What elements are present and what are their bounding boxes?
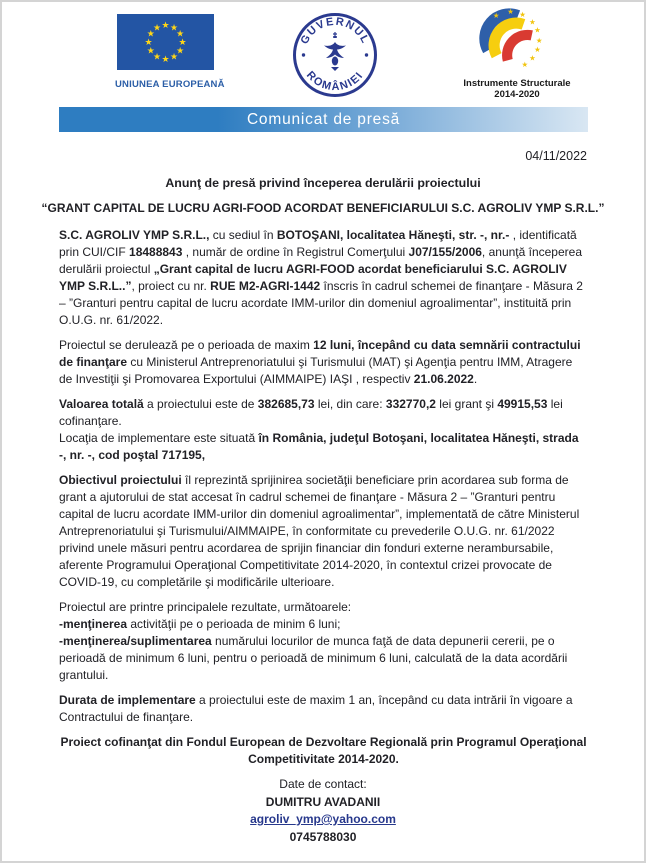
- svg-text:★: ★: [146, 28, 155, 39]
- contact-phone: 0745788030: [289, 829, 357, 844]
- press-release-banner: [59, 107, 588, 132]
- svg-text:★: ★: [529, 53, 536, 63]
- government-of-romania-seal: [292, 12, 378, 98]
- svg-text:★: ★: [169, 51, 178, 62]
- seal-text-top: GUVERNUL: [298, 15, 372, 47]
- government-seal-icon: [292, 12, 378, 98]
- company-intro-paragraph: S.C. AGROLIV YMP S.R.L., cu sediul în BOTOŞANI, localitatea Hăneşti, str. -, nr.- , identificată prin CUI/CIF 18488843 , număr de ordine în Registrul Comerţului J07/155/2006, anunţă începerea derulării proiectul „Grant capital de lucru AGRI-FOOD acordat beneficiarului S.C. AGROLIV YMP S.R.L..”, proiect cu nr. RUE M2-AGRI-1442 înscris în cadrul schemei de finanţare - Măsura 2 – ”Granturi pentru capital de lucru acordate IMM-urilor din domeniul agroalimentar”, instituită prin O.U.G. nr. 61/2022.: [59, 228, 583, 327]
- results-item-1: -menţinerea activităţii pe o perioada de minim 6 luni;: [59, 617, 341, 631]
- svg-text:★: ★: [152, 51, 161, 62]
- svg-text:★: ★: [492, 10, 500, 20]
- svg-text:★: ★: [146, 45, 155, 56]
- svg-text:★: ★: [175, 45, 184, 56]
- eu-flag-caption: UNIUNEA EUROPEANĂ: [115, 79, 225, 90]
- structural-instruments-caption: [450, 78, 584, 100]
- structural-caption-line2: 2014-2020: [494, 89, 540, 100]
- results-intro-line: Proiectul are printre principalele rezultate, următoarele:: [59, 600, 352, 614]
- header-logos: [2, 2, 644, 98]
- structural-caption-line1: Instrumente Structurale: [463, 78, 571, 89]
- eu-flag-logo: [115, 14, 225, 90]
- svg-text:★: ★: [160, 20, 170, 30]
- svg-text:★: ★: [177, 37, 187, 47]
- banner-label: Comunicat de presă: [246, 111, 401, 128]
- cofinancing-statement: Proiect cofinanţat din Fondul European de Dezvoltare Regională prin Programul Operaţional Competitivitate 2014-2020.: [60, 735, 587, 766]
- svg-text:★: ★: [535, 35, 543, 45]
- svg-text:★: ★: [534, 45, 541, 55]
- swoosh-shapes: [485, 14, 531, 60]
- contact-heading: Date de contact:: [279, 777, 367, 791]
- svg-text:★: ★: [519, 9, 526, 19]
- contact-block: [2, 776, 644, 846]
- structural-instruments-icon: [457, 8, 577, 72]
- results-item-2: -menţinerea/suplimentarea numărului locurilor de munca faţă de data depunerii cererii, pe o perioadă de minimum 6 luni, pentru o perioadă de minimum 6 luni, calculată de la data acordării grantului.: [59, 634, 568, 682]
- press-release-page: [2, 2, 644, 846]
- contact-name: DUMITRU AVADANII: [265, 794, 381, 809]
- announcement-title: Anunţ de presă privind începerea derulării proiectului: [165, 176, 481, 190]
- svg-text:★: ★: [175, 28, 184, 39]
- svg-text:★: ★: [534, 25, 541, 35]
- svg-text:★: ★: [529, 17, 536, 27]
- seal-text-bottom: ROMÂNIEI: [303, 69, 367, 94]
- document-date: 04/11/2022: [525, 149, 587, 163]
- svg-text:★: ★: [521, 59, 529, 69]
- svg-text:★: ★: [507, 8, 514, 17]
- svg-text:★: ★: [143, 37, 153, 47]
- svg-text:★: ★: [152, 22, 161, 33]
- total-value-paragraph: Valoarea totală a proiectului este de 382685,73 lei, din care: 332770,2 lei grant şi 49915,53 lei cofinanţare.: [59, 397, 563, 428]
- contact-email-link[interactable]: agroliv_ymp@yahoo.com: [250, 812, 396, 826]
- structural-instruments-logo: [450, 8, 584, 100]
- duration-contract-paragraph: Proiectul se derulează pe o perioada de maxim 12 luni, începând cu data semnării contractului de finanţare cu Ministerul Antreprenoriatului şi Turismului (MAT) şi Agenţia pentru IMM, Atragere de Investiţii şi Promovarea Exportului (AIMMAIPE) IAŞI , respectiv 21.06.2022.: [59, 338, 581, 386]
- implementation-location-paragraph: Locaţia de implementare este situată în România, judeţul Botoşani, localitatea Hăneşti, strada -, nr. -, cod poştal 717195,: [59, 431, 579, 462]
- svg-text:★: ★: [169, 22, 178, 33]
- objective-paragraph: Obiectivul proiectului îl reprezintă sprijinirea societăţii beneficiare prin acordarea sub forma de grant a ajutorului de stat accesat în cadrul schemei de finanţare - Măsura 2 – ”Granturi pentru capital de lucru acordate IMM-urilor din domeniul agroalimentar”, implementată de către Ministerul Antreprenoriatului şi Turismului/AIMMAIPE, în conformitate cu prevederile O.U.G. nr. 61/2022 privind unele măsuri pentru acordarea de sprijin financiar din fonduri externe nerambursabile, aferente Programului Operaţional Competitivitate 2014-2020, în contextul crizei provocate de COVID-19, cu completările şi modificările ulterioare.: [59, 473, 580, 589]
- project-title: “GRANT CAPITAL DE LUCRU AGRI-FOOD ACORDAT BENEFICIARULUI S.C. AGROLIV YMP S.R.L.”: [41, 201, 605, 215]
- implementation-duration-paragraph: Durata de implementare a proiectului este de maxim 1 an, începând cu data intrării în vigoare a Contractului de finanţare.: [59, 693, 573, 724]
- svg-text:★: ★: [160, 54, 170, 64]
- document-body: [59, 227, 588, 768]
- eu-flag-icon: [117, 14, 214, 70]
